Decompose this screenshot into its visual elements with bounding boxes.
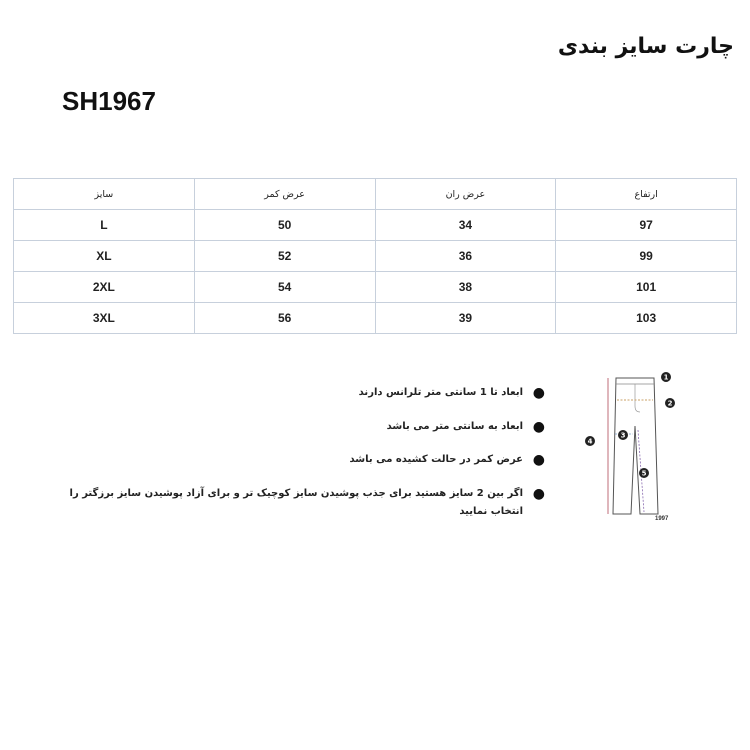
table-row xyxy=(14,210,737,241)
size-cell: XL xyxy=(14,241,195,272)
note-text: اگر بین 2 سایز هستید برای جذب پوشیدن سایز کوچیک تر و برای آزاد پوشیدن سایز برزگتر را انتخاب نمایید xyxy=(69,487,523,517)
waist-cell: 54 xyxy=(194,272,375,303)
waist-cell: 56 xyxy=(194,303,375,334)
pants-svg xyxy=(580,366,680,526)
thigh-cell: 39 xyxy=(375,303,556,334)
header-cell-size: سایز xyxy=(14,179,195,210)
table-row xyxy=(14,272,737,303)
height-cell: 103 xyxy=(556,303,737,334)
list-item xyxy=(65,418,545,436)
header-cell-thigh: عرض ران xyxy=(375,179,556,210)
table-row xyxy=(14,241,737,272)
thigh-cell: 34 xyxy=(375,210,556,241)
list-item xyxy=(65,451,545,469)
diagram-code: 1997 xyxy=(655,516,669,522)
marker-4-label: 4 xyxy=(587,437,593,446)
thigh-cell: 36 xyxy=(375,241,556,272)
header-cell-waist: عرض کمر xyxy=(194,179,375,210)
bullet-icon: ● xyxy=(532,385,545,401)
thigh-cell: 38 xyxy=(375,272,556,303)
marker-3-label: 3 xyxy=(620,431,626,440)
fly-stitch xyxy=(635,384,640,412)
header-cell-height: ارتفاع xyxy=(556,179,737,210)
height-cell: 101 xyxy=(556,272,737,303)
size-cell: 2XL xyxy=(14,272,195,303)
pants-outline xyxy=(613,378,658,514)
height-cell: 97 xyxy=(556,210,737,241)
waist-cell: 52 xyxy=(194,241,375,272)
height-cell: 99 xyxy=(556,241,737,272)
waist-cell: 50 xyxy=(194,210,375,241)
note-text: عرض کمر در حالت کشیده می باشد xyxy=(349,454,523,465)
note-text: ابعاد به سانتی متر می باشد xyxy=(386,420,523,432)
marker-5-label: 5 xyxy=(641,469,647,478)
table-row xyxy=(14,303,737,334)
list-item xyxy=(65,384,545,402)
size-table xyxy=(13,178,737,334)
notes-list xyxy=(65,384,545,536)
marker-1-label: 1 xyxy=(663,373,669,382)
bullet-icon: ● xyxy=(532,485,545,502)
pants-measurement-diagram-icon xyxy=(580,366,680,526)
note-text: ابعاد تا 1 سانتی متر تلرانس دارند xyxy=(358,387,523,398)
bullet-icon: ● xyxy=(532,452,545,468)
size-cell: 3XL xyxy=(14,303,195,334)
bullet-icon: ● xyxy=(532,418,545,435)
size-cell: L xyxy=(14,210,195,241)
product-code: SH1967 xyxy=(62,86,156,116)
table-header-row xyxy=(14,179,737,210)
marker-2-label: 2 xyxy=(667,399,673,408)
page-title: چارت سایز بندی xyxy=(557,34,734,59)
list-item xyxy=(65,485,545,521)
